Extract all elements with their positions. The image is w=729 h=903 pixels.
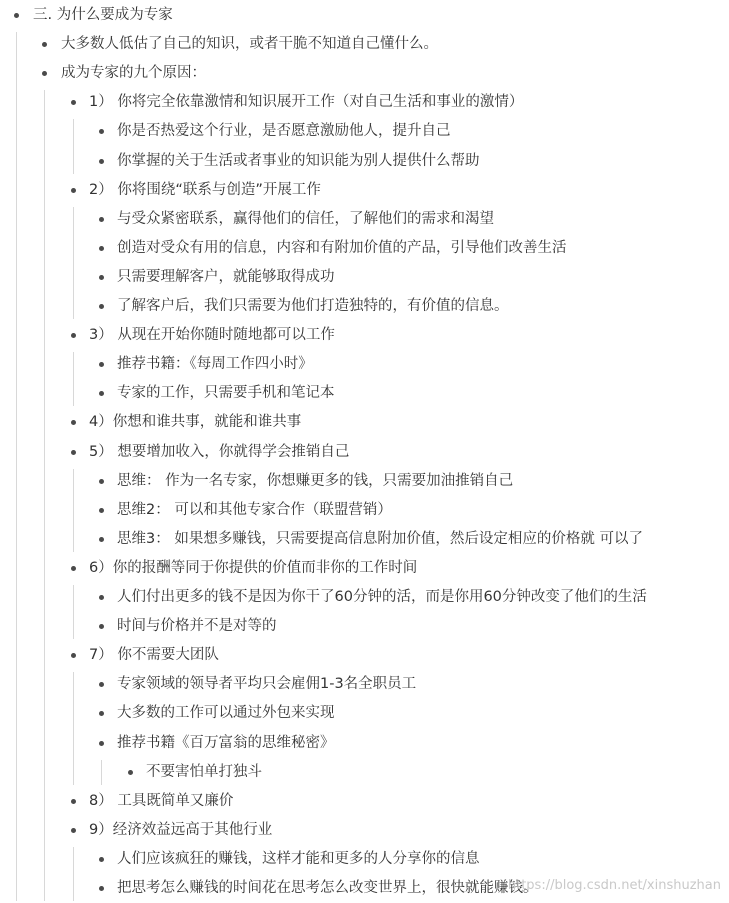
outline-item-level-3 [0,670,729,699]
bullet-icon[interactable] [71,333,76,338]
outline-item-level-2 [0,641,729,670]
outline-item-text: 专家领域的领导者平均只会雇佣1-3名全职员工 [117,676,417,693]
watermark: https://blog.csdn.net/xinshuzhan [507,878,721,893]
outline-item-level-3 [0,729,729,758]
outline-item-level-3 [0,292,729,321]
bullet-icon[interactable] [99,246,104,251]
outline-item-level-3 [0,263,729,292]
outline-item-level-3 [0,496,729,525]
outline-item-text: 大多数人低估了自己的知识，或者干脆不知道自己懂什么。 [61,36,438,53]
outline-item-text: 9）经济效益远高于其他行业 [89,821,273,838]
bullet-icon[interactable] [71,420,76,425]
outline-item-level-3 [0,205,729,234]
outline-item-text: 3） 从现在开始你随时随地都可以工作 [89,327,335,344]
indent-guide [73,585,74,639]
outline-item-level-4 [0,758,729,787]
outline-item-text: 与受众紧密联系，赢得他们的信任，了解他们的需求和渴望 [117,210,494,227]
outline-item-level-3 [0,147,729,176]
outline-item-level-3 [0,234,729,263]
outline-item-text: 5） 想要增加收入，你就得学会推销自己 [89,443,350,460]
outline-item-level-2 [0,816,729,845]
outline-item-level-3 [0,699,729,728]
bullet-icon[interactable] [128,770,133,775]
bullet-icon[interactable] [14,13,19,18]
bullet-icon[interactable] [71,450,76,455]
outline-item-text: 专家的工作，只需要手机和笔记本 [117,385,335,402]
outline-item-text: 只需要理解客户，就能够取得成功 [117,268,335,285]
outline-item-text: 三. 为什么要成为专家 [33,7,173,23]
bullet-icon[interactable] [99,217,104,222]
indent-guide [73,352,74,406]
outline-item-level-3 [0,612,729,641]
outline-item-text: 成为专家的九个原因： [61,65,206,82]
bullet-icon[interactable] [71,799,76,804]
outline-item-text: 推荐书籍《百万富翁的思维秘密》 [117,734,335,751]
outline-item-level-3 [0,467,729,496]
outline-item-level-3 [0,525,729,554]
outline-item-text: 不要害怕单打独斗 [146,763,262,780]
bullet-icon[interactable] [71,653,76,658]
indent-guide [101,760,102,785]
outline-item-text: 1） 你将完全依靠激情和知识展开工作（对自己生活和事业的激情） [89,94,524,111]
outline-item-level-3 [0,845,729,874]
outline-item-text: 人们付出更多的钱不是因为你干了60分钟的活，而是你用60分钟改变了他们的生活 [117,589,647,605]
indent-guide [44,90,45,901]
outline-item-text: 把思考怎么赚钱的时间花在思考怎么改变世界上，很快就能赚钱。 [117,880,538,896]
outline-item-text: 你是否热爱这个行业，是否愿意激励他人，提升自己 [117,123,451,140]
bullet-icon[interactable] [99,304,104,309]
outline-item-text: 了解客户后，我们只需要为他们打造独特的，有价值的信息。 [117,298,509,314]
bullet-icon[interactable] [99,159,104,164]
bullet-icon[interactable] [99,391,104,396]
indent-guide [73,119,74,173]
outline-item-level-1 [0,59,729,88]
bullet-icon[interactable] [71,188,76,193]
bullet-icon[interactable] [99,275,104,280]
indent-guide [73,469,74,552]
outline-item-text: 思维： 作为一名专家，你想赚更多的钱，只需要加油推销自己 [117,472,514,489]
outline-item-level-0 [0,1,729,30]
outline-item-text: 思维3： 如果想多赚钱，只需要提高信息附加价值，然后设定相应的价格就 可以了 [117,530,643,547]
indent-guide [73,672,74,784]
outline-item-level-3 [0,350,729,379]
outline-item-text: 8） 工具既简单又廉价 [89,792,234,809]
bullet-icon[interactable] [99,362,104,367]
bullet-icon[interactable] [99,129,104,134]
outline-item-text: 4）你想和谁共事，就能和谁共事 [89,414,302,431]
outline-item-level-3 [0,117,729,146]
outline-item-text: 7） 你不需要大团队 [89,647,219,664]
bullet-icon[interactable] [99,682,104,687]
outline-item-level-2 [0,321,729,350]
outline-item-level-2 [0,438,729,467]
outline-item-text: 6）你的报酬等同于你提供的价值而非你的工作时间 [89,559,418,576]
outline-item-text: 创造对受众有用的信息，内容和有附加价值的产品，引导他们改善生活 [117,239,567,256]
outline-item-level-3 [0,379,729,408]
outline-item-level-1 [0,30,729,59]
bullet-icon[interactable] [99,479,104,484]
outline-item-level-2 [0,88,729,117]
bullet-icon[interactable] [42,71,47,76]
outline-item-level-2 [0,408,729,437]
outline-item-text: 2） 你将围绕“联系与创造”开展工作 [89,181,321,198]
indent-guide [73,207,74,319]
outline-item-text: 大多数的工作可以通过外包来实现 [117,705,335,722]
bullet-icon[interactable] [99,508,104,513]
bullet-icon[interactable] [71,100,76,105]
outline-item-level-2 [0,176,729,205]
outline-item-level-2 [0,554,729,583]
bullet-icon[interactable] [99,711,104,716]
outline-item-text: 人们应该疯狂的赚钱，这样才能和更多的人分享你的信息 [117,850,480,867]
indent-guide [16,32,17,901]
outline-item-text: 你掌握的关于生活或者事业的知识能为别人提供什么帮助 [117,152,480,169]
bullet-icon[interactable] [99,624,104,629]
bullet-icon[interactable] [42,42,47,47]
outline-item-text: 时间与价格并不是对等的 [117,618,277,635]
bullet-icon[interactable] [71,828,76,833]
indent-guide [73,847,74,901]
bullet-icon[interactable] [99,537,104,542]
outline-item-text: 推荐书籍：《每周工作四小时》 [117,356,313,373]
bullet-icon[interactable] [99,741,104,746]
outline-item-level-3 [0,583,729,612]
bullet-icon[interactable] [99,886,104,891]
outline-item-text: 思维2： 可以和其他专家合作（联盟营销） [117,501,392,518]
bullet-icon[interactable] [99,595,104,600]
bullet-icon[interactable] [99,857,104,862]
bullet-icon[interactable] [71,566,76,571]
outline-item-level-2 [0,787,729,816]
